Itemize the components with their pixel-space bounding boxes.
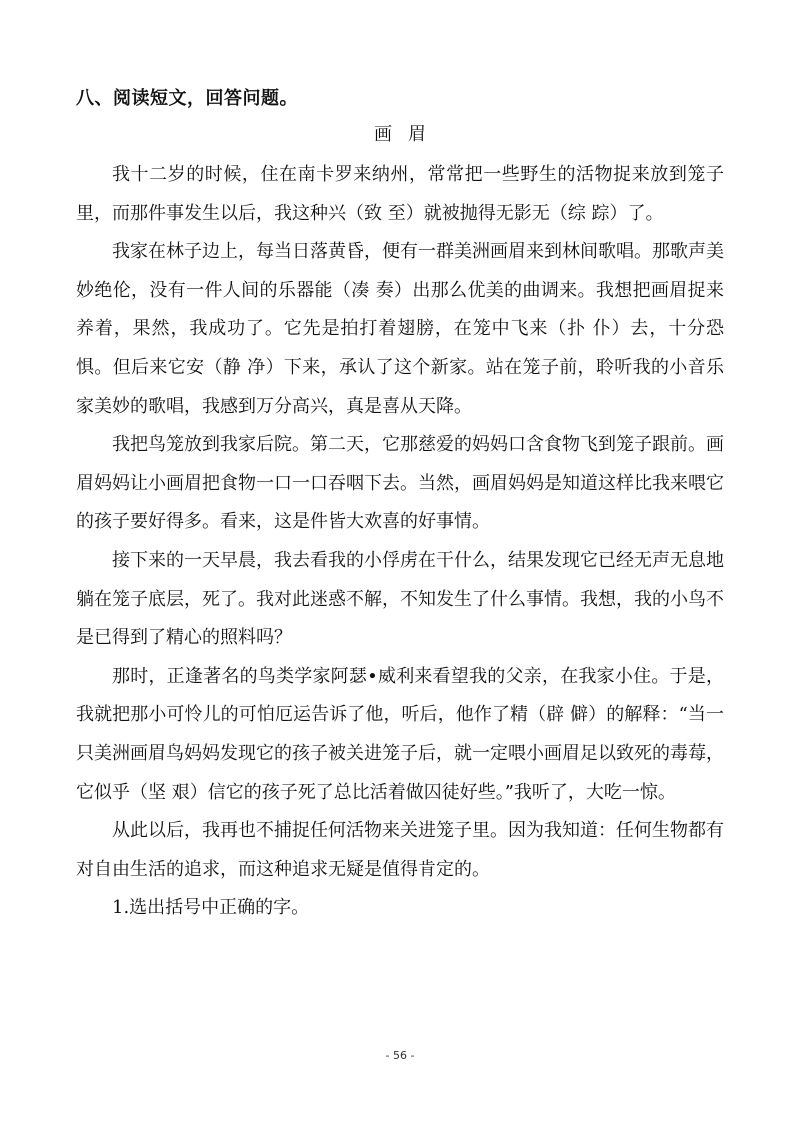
paragraph: 那时，正逢著名的鸟类学家阿瑟•威利来看望我的父亲，在我家小住。于是，我就把那小可怜儿的可怕厄运告诉了他，听后，他作了精（辟 僻）的解释：“当一只美洲画眉鸟妈妈发现它的孩子被关进笼子后，就一定喂小画眉足以致死的毒莓，它似乎（坚 艰）信它的孩子死了总比活着做囚徒好些。”我听了，大吃一惊。	[76, 665, 724, 803]
paragraph: 从此以后，我再也不捕捉任何活物来关进笼子里。因为我知道：任何生物都有对自由生活的追求，而这种追求无疑是值得肯定的。	[76, 820, 724, 880]
paragraph: 我家在林子边上，每当日落黄昏，便有一群美洲画眉来到林间歌唱。那歌声美妙绝伦，没有一件人间的乐器能（凑 奏）出那么优美的曲调来。我想把画眉捉来养着，果然，我成功了。它先是拍打着翅膀，在笼中飞来（扑 仆）去，十分恐惧。但后来它安（静 净）下来，承认了这个新家。站在笼子前，聆听我的小音乐家美妙的歌唱，我感到万分高兴，真是喜从天降。	[76, 241, 724, 417]
paragraph: 我十二岁的时候，住在南卡罗来纳州，常常把一些野生的活物捉来放到笼子里，而那件事发生以后，我这种兴（致 至）就被抛得无影无（综 踪）了。	[76, 164, 724, 224]
article-body	[76, 156, 724, 928]
section-heading: 八、阅读短文，回答问题。	[76, 88, 298, 109]
paragraph: 我把鸟笼放到我家后院。第二天，它那慈爱的妈妈口含食物飞到笼子跟前。画眉妈妈让小画眉把食物一口一口吞咽下去。当然，画眉妈妈是知道这样比我来喂它的孩子要好得多。看来，这是件皆大欢喜的好事情。	[76, 434, 724, 533]
question: 1.选出括号中正确的字。	[112, 897, 310, 919]
paragraph: 接下来的一天早晨，我去看我的小俘虏在干什么，结果发现它已经无声无息地躺在笼子底层，死了。我对此迷惑不解，不知发生了什么事情。我想，我的小鸟不是已得到了精心的照料吗？	[76, 549, 724, 649]
page-number: - 56 -	[385, 1049, 415, 1062]
article-title: 画眉	[374, 124, 442, 145]
